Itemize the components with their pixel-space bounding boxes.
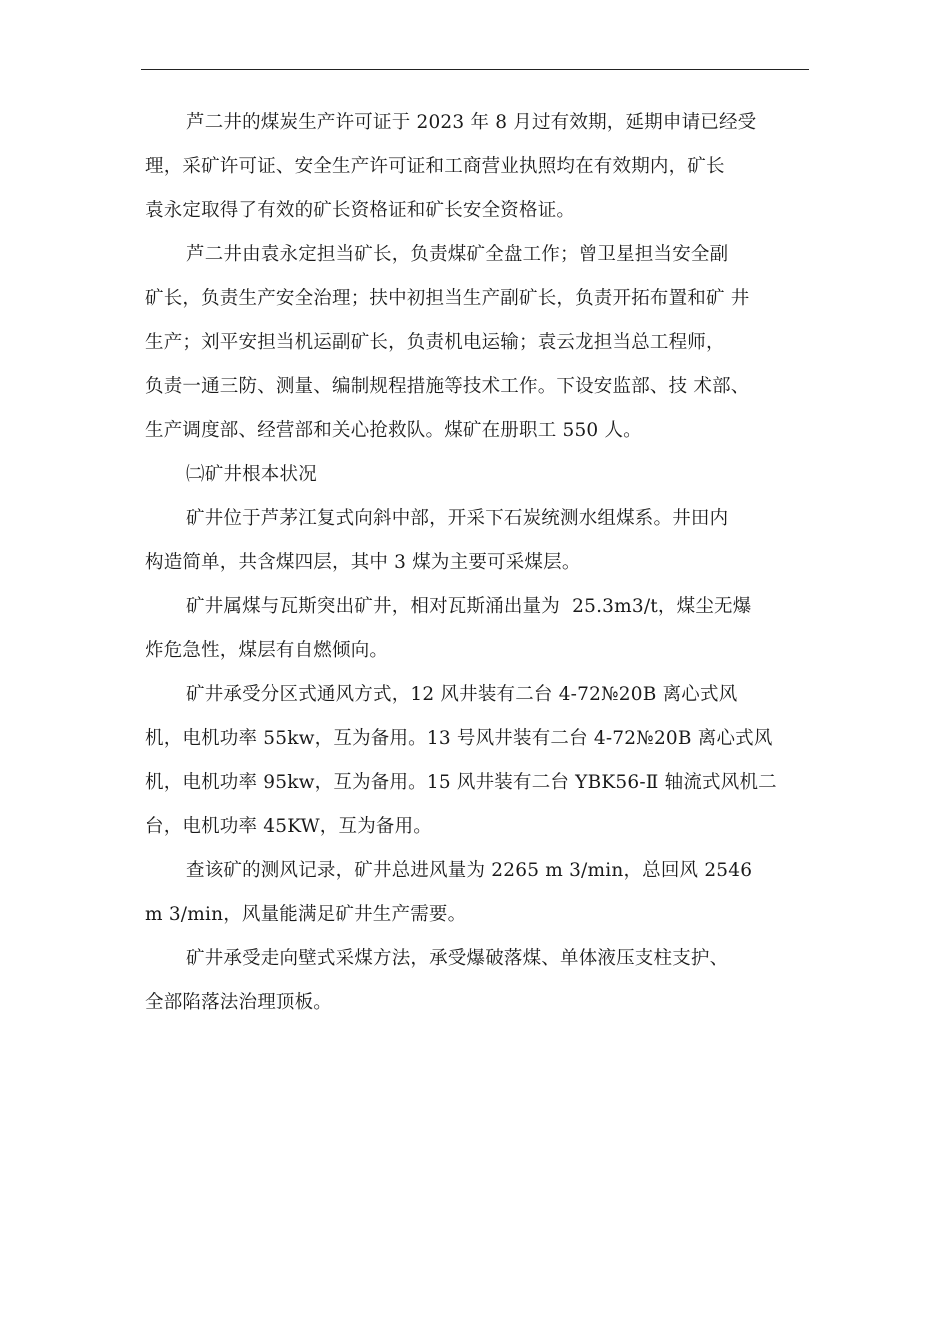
text-line: 生产调度部、经营部和关心抢救队。煤矿在册职工 550 人。 [145,420,642,441]
text-line: 理，采矿许可证、安全生产许可证和工商营业执照均在有效期内，矿长 [145,156,725,177]
text-line: 芦二井的煤炭生产许可证于 2023 年 8 月过有效期，延期申请已经受 [186,112,757,133]
text-line: 机，电机功率 95kw，互为备用。15 风井装有二台 YBK56-Ⅱ 轴流式风机二 [145,772,777,793]
text-line: 袁永定取得了有效的矿长资格证和矿长安全资格证。 [145,200,576,221]
text-line: 炸危急性，煤层有自燃倾向。 [145,640,389,661]
text-line: 矿井承受分区式通风方式，12 风井装有二台 4-72№20B 离心式风 [186,684,738,705]
text-line: 构造简单，共含煤四层，其中 3 煤为主要可采煤层。 [145,552,581,573]
text-line: 全部陷落法治理顶板。 [145,992,333,1013]
text-line: 查该矿的测风记录，矿井总进风量为 2265 m 3/min，总回风 2546 [186,860,753,881]
text-line: 台，电机功率 45KW，互为备用。 [145,816,432,837]
text-line: 矿井承受走向壁式采煤方法，承受爆破落煤、单体液压支柱支护、 [186,948,729,969]
text-line: m 3/min，风量能满足矿井生产需要。 [145,904,467,925]
section-heading: ㈡矿井根本状况 [186,464,317,485]
document-body [145,101,809,1025]
text-line: 矿井属煤与瓦斯突出矿井，相对瓦斯涌出量为 25.3m3/t，煤尘无爆 [186,596,752,617]
text-line: 生产；刘平安担当机运副矿长，负责机电运输；袁云龙担当总工程师， [145,332,725,353]
text-line: 矿井位于芦茅江复式向斜中部，开采下石炭统测水组煤系。井田内 [186,508,729,529]
header-rule [141,69,809,70]
text-line: 负责一通三防、测量、编制规程措施等技术工作。下设安监部、技 术部、 [145,376,750,397]
text-line: 矿长，负责生产安全治理；扶中初担当生产副矿长，负责开拓布置和矿 井 [145,288,750,309]
text-line: 芦二井由袁永定担当矿长，负责煤矿全盘工作；曾卫星担当安全副 [186,244,729,265]
text-line: 机，电机功率 55kw，互为备用。13 号风井装有二台 4-72№20B 离心式风 [145,728,773,749]
